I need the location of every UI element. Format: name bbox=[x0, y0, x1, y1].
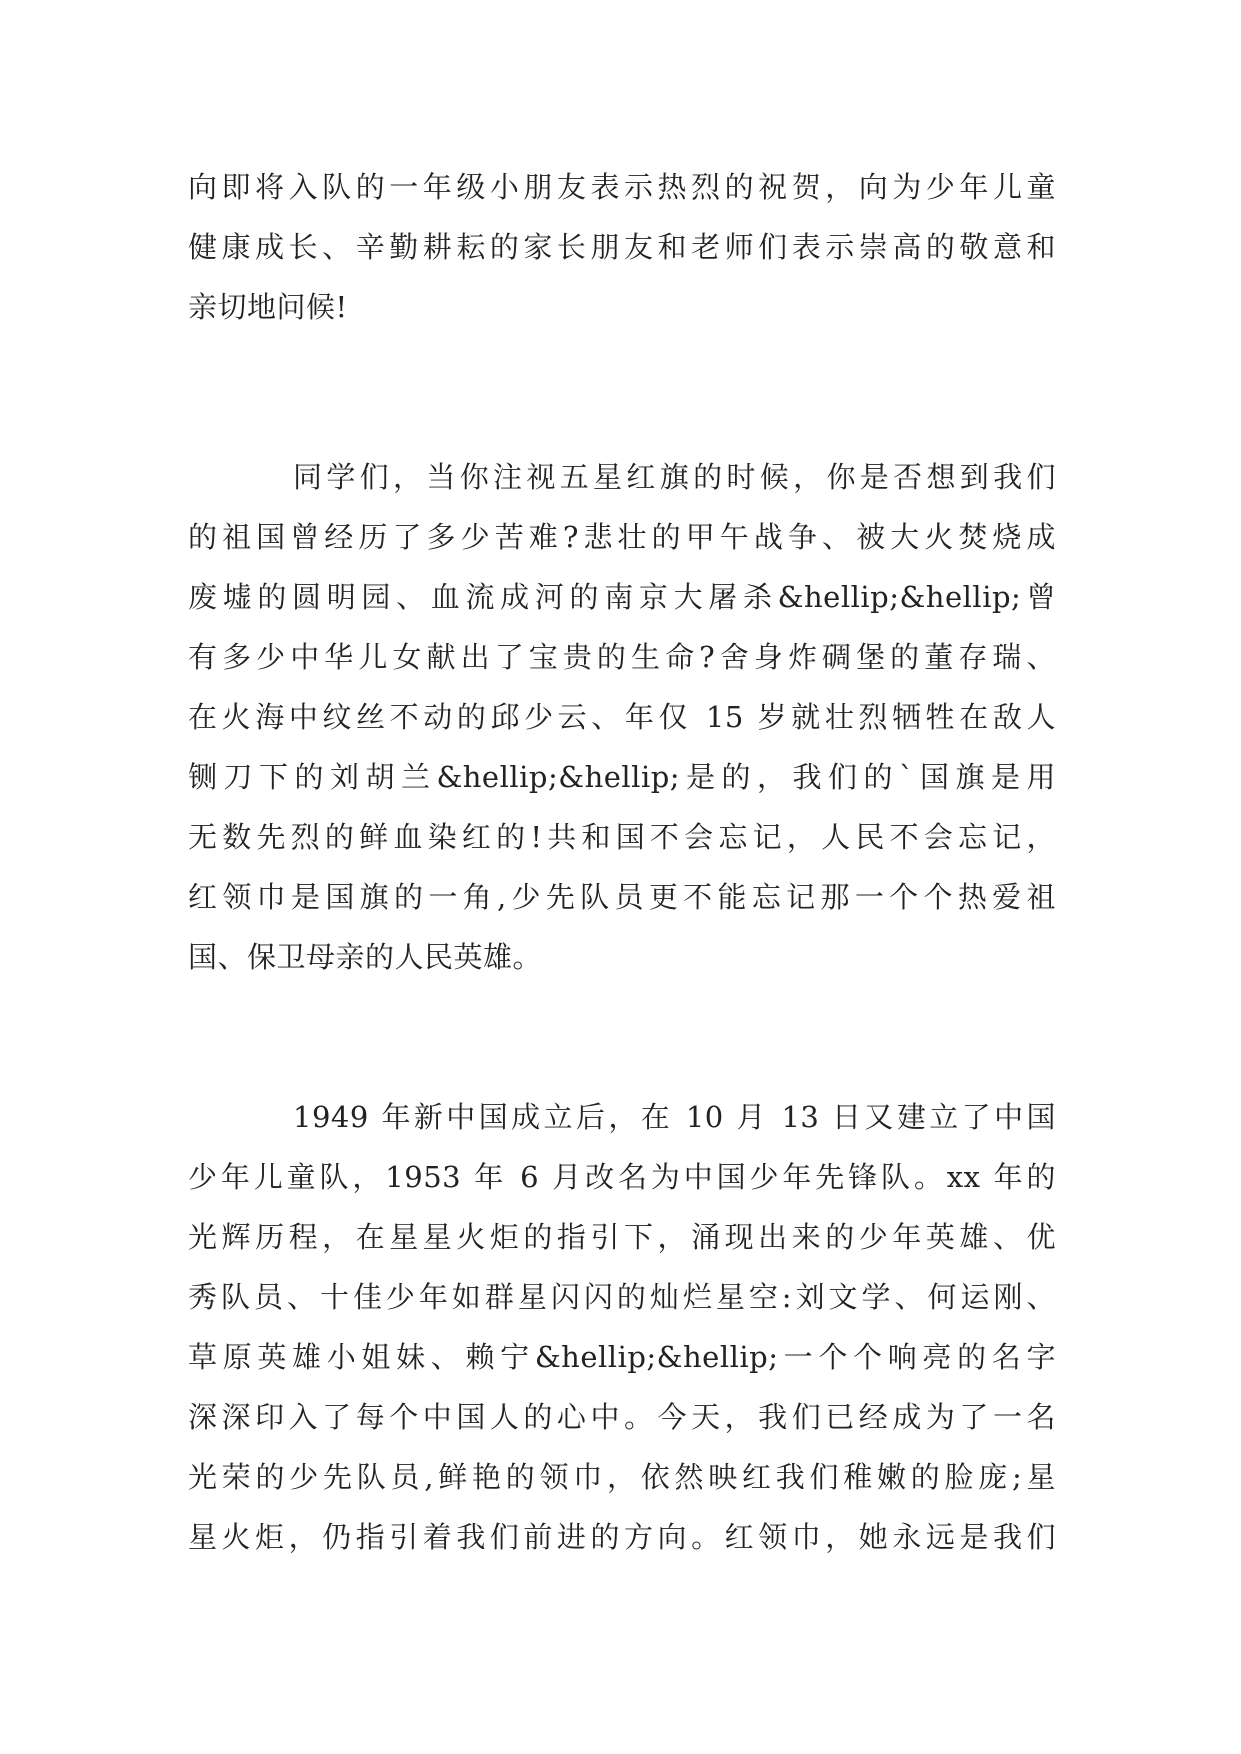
paragraph-line: 少年儿童队，1953 年 6 月改名为中国少年先锋队。xx 年的 bbox=[188, 1160, 1056, 1194]
paragraph-greeting bbox=[188, 157, 1056, 337]
paragraph-line: 深深印入了每个中国人的心中。今天，我们已经成为了一名 bbox=[188, 1400, 1056, 1434]
paragraph-national-flag bbox=[188, 447, 1056, 987]
paragraph-line: 无数先烈的鲜血染红的!共和国不会忘记，人民不会忘记， bbox=[188, 820, 1056, 854]
paragraph-line: 废墟的圆明园、血流成河的南京大屠杀&hellip;&hellip;曾 bbox=[188, 580, 1056, 614]
paragraph-line: 国、保卫母亲的人民英雄。 bbox=[188, 940, 543, 974]
paragraph-young-pioneers-history bbox=[188, 1087, 1056, 1567]
paragraph-line: 同学们，当你注视五星红旗的时候，你是否想到我们 bbox=[293, 460, 1056, 494]
paragraph-line: 有多少中华儿女献出了宝贵的生命?舍身炸碉堡的董存瑞、 bbox=[188, 640, 1056, 674]
paragraph-line: 健康成长、辛勤耕耘的家长朋友和老师们表示崇高的敬意和 bbox=[188, 230, 1056, 264]
paragraph-line: 向即将入队的一年级小朋友表示热烈的祝贺，向为少年儿童 bbox=[188, 170, 1056, 204]
paragraph-line: 红领巾是国旗的一角,少先队员更不能忘记那一个个热爱祖 bbox=[188, 880, 1056, 914]
paragraph-line: 星火炬，仍指引着我们前进的方向。红领巾，她永远是我们 bbox=[188, 1520, 1056, 1554]
paragraph-line: 在火海中纹丝不动的邱少云、年仅 15 岁就壮烈牺牲在敌人 bbox=[188, 700, 1056, 734]
paragraph-line: 亲切地问候! bbox=[188, 290, 348, 324]
paragraph-line: 光辉历程，在星星火炬的指引下，涌现出来的少年英雄、优 bbox=[188, 1220, 1056, 1254]
paragraph-line: 铡刀下的刘胡兰&hellip;&hellip;是的，我们的`国旗是用 bbox=[188, 760, 1056, 794]
paragraph-line: 1949 年新中国成立后，在 10 月 13 日又建立了中国 bbox=[293, 1100, 1056, 1134]
paragraph-line: 光荣的少先队员,鲜艳的领巾，依然映红我们稚嫩的脸庞;星 bbox=[188, 1460, 1056, 1494]
paragraph-line: 秀队员、十佳少年如群星闪闪的灿烂星空:刘文学、何运刚、 bbox=[188, 1280, 1056, 1314]
paragraph-line: 草原英雄小姐妹、赖宁&hellip;&hellip;一个个响亮的名字 bbox=[188, 1340, 1056, 1374]
paragraph-line: 的祖国曾经历了多少苦难?悲壮的甲午战争、被大火焚烧成 bbox=[188, 520, 1056, 554]
